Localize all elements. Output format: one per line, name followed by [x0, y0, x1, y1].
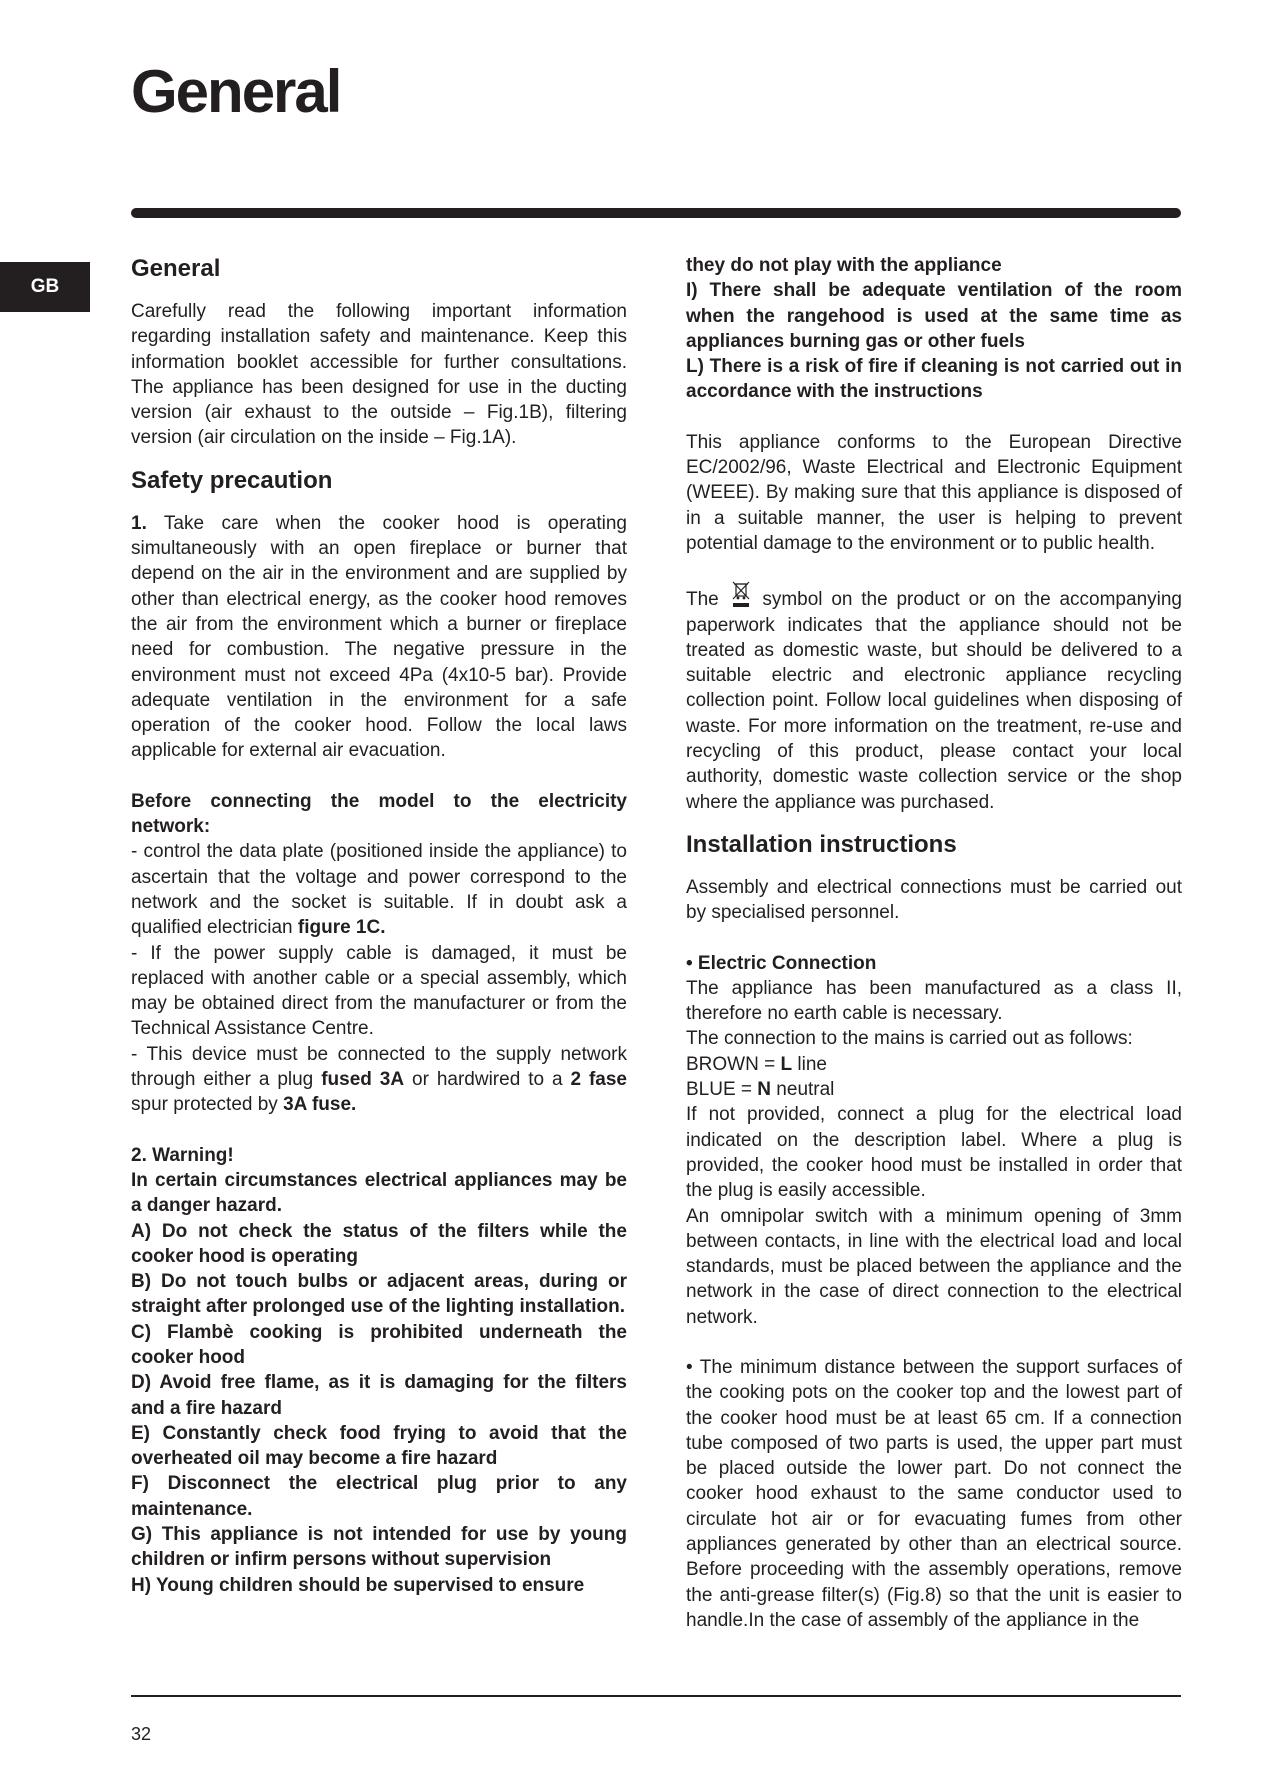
electric-connection-heading: • Electric Connection	[686, 952, 877, 974]
language-tab: GB	[0, 262, 90, 312]
title-divider	[131, 208, 1181, 218]
plug-text: If not provided, connect a plug for the electrical load indicated on the description label. Where a plug is provided, the cooker hood must be installed in order that the plug is easily accessible.	[686, 1104, 1182, 1202]
left-column	[131, 253, 627, 1598]
cable-damage-text: - If the power supply cable is damaged, it must be replaced with another cable or a special assembly, which may be obtained direct from the manufacturer or from the Technical Assistance Centre.	[131, 942, 627, 1040]
warning-item: I) There shall be adequate ventilation of the room when the rangehood is used at the same time as appliances burning gas or other fuels	[686, 280, 1182, 352]
warning-item: H) Young children should be supervised to ensure	[131, 1574, 585, 1596]
supply-connection-text: - This device must be connected to the supply network through either a plug fused 3A or hardwired to a 2 fase spur protected by 3A fuse.	[131, 1043, 627, 1116]
footer-divider	[131, 1695, 1181, 1697]
warning-item: B) Do not touch bulbs or adjacent areas, during or straight after prolonged use of the lighting installation.	[131, 1271, 627, 1318]
installation-text: Assembly and electrical connections must be carried out by specialised personnel.	[686, 876, 1182, 924]
warning-item: A) Do not check the status of the filters while the cooker hood is operating	[131, 1220, 627, 1267]
warning-item: D) Avoid free flame, as it is damaging for the filters and a fire hazard	[131, 1372, 627, 1419]
brown-wire-line: BROWN = L line	[686, 1053, 827, 1075]
safety-heading: Safety precaution	[131, 466, 333, 494]
electric-text: The appliance has been manufactured as a class II, therefore no earth cable is necessary.	[686, 977, 1182, 1025]
safety-item-1	[131, 511, 627, 764]
warning-item: E) Constantly check food frying to avoid that the overheated oil may become a fire hazard	[131, 1422, 627, 1470]
electric-text: The connection to the mains is carried out as follows:	[686, 1028, 1133, 1050]
installation-heading: Installation instructions	[686, 830, 957, 858]
item-text: Take care when the cooker hood is operating simultaneously with an open fireplace or burner that depend on the air in the environment and are supplied by other than electrical energy, as the cooker hood removes the air from the environment which a burner or fireplace need for combustion. The negative pressure in the environment must not exceed 4Pa (4x10-5 bar). Provide adequate ventilation in the environment for a safe operation of the cooker hood. Follow the local laws applicable for external air evacuation.	[131, 512, 627, 762]
distance-text: • The minimum distance between the support surfaces of the cooking pots on the cooker top and the lowest part of the cooker hood must be at least 65 cm. If a connection tube composed of two parts is used, the upper part must be placed outside the lower part. Do not connect the cooker hood exhaust to the same conductor used to circulate hot air or for evacuating fumes from other appliances generated by other than an electrical source. Before proceeding with the assembly operations, remove the anti-grease filter(s) (Fig.8) so that the unit is easier to handle.In the case of assembly of the appliance in the	[686, 1356, 1182, 1631]
general-heading: General	[131, 255, 221, 282]
weee-text: This appliance conforms to the European Directive EC/2002/96, Waste Electrical and Electronic Equipment (WEEE). By making sure that this appliance is disposed of in a suitable manner, the user is helping to prevent potential damage to the environment or to public health.	[686, 431, 1182, 554]
before-connecting-heading: Before connecting the model to the electricity network:	[131, 790, 627, 838]
switch-text: An omnipolar switch with a minimum opening of 3mm between contacts, in line with the electrical load and local standards, must be placed between the appliance and the network in the case of direct connection to the electrical network.	[686, 1205, 1182, 1328]
right-column	[686, 253, 1182, 1633]
warning-continued: they do not play with the appliance	[686, 255, 1002, 276]
item-number: 1.	[131, 512, 147, 534]
page-number: 32	[131, 1724, 152, 1744]
warning-item: C) Flambè cooking is prohibited underneath the cooker hood	[131, 1321, 627, 1368]
warning-item: G) This appliance is not intended for use by young children or infirm persons without supervision	[131, 1524, 627, 1571]
blue-wire-line: BLUE = N neutral	[686, 1079, 835, 1101]
crossed-out-wheeled-bin-icon	[730, 581, 752, 609]
figure-reference: figure 1C.	[297, 917, 386, 939]
warning-item: In certain circumstances electrical appliances may be a danger hazard.	[131, 1169, 627, 1217]
page-title: General	[131, 58, 341, 125]
warning-item: F) Disconnect the electrical plug prior to any maintenance.	[131, 1473, 627, 1520]
control-data-plate-text: - control the data plate (positioned inside the appliance) to ascertain that the voltage and power correspond to the network and the socket is suitable. If in doubt ask a qualified electrician figure 1C.	[131, 841, 627, 939]
warning-item: L) There is a risk of fire if cleaning is not carried out in accordance with the instructions	[686, 356, 1182, 403]
warning-title: 2. Warning!	[131, 1144, 234, 1166]
general-text: Carefully read the following important information regarding installation safety and maintenance. Keep this information booklet accessible for further consultations. The appliance has been designed for use in the ducting version (air exhaust to the outside – Fig.1B), filtering version (air circulation on the inside – Fig.1A).	[131, 301, 627, 449]
weee-symbol-text: The symbol on the product or on the accompanying paperwork indicates that the appliance should not be treated as domestic waste, but should be delivered to a suitable electric and electronic appliance recycling collection point. Follow local guidelines when disposing of waste. For more information on the treatment, re-use and recycling of this product, please contact your local authority, domestic waste collection service or the shop where the appliance was purchased.	[686, 581, 1182, 815]
